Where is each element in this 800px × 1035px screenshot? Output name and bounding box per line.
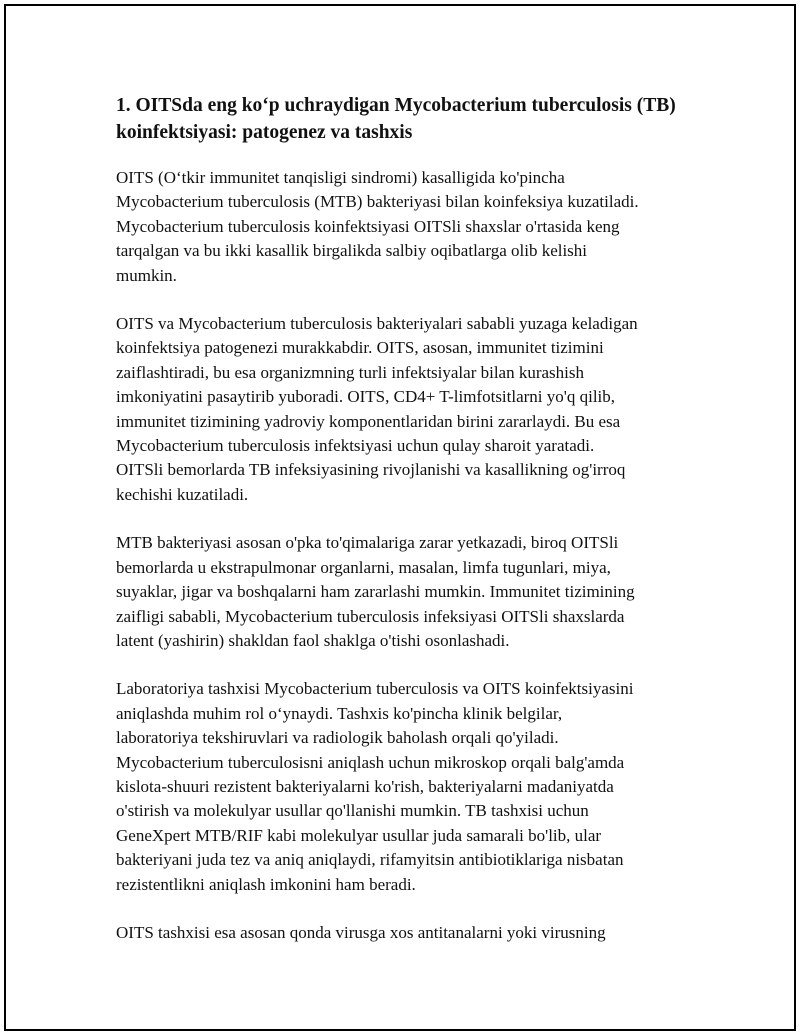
document-heading: 1. OITSda eng ko‘p uchraydigan Mycobacterium tuberculosis (TB) koinfektsiyasi: patogenez va tashxis [116, 95, 676, 143]
paragraph-3: MTB bakteriyasi asosan o'pka to'qimalariga zarar yetkazadi, biroq OITSli bemorlarda u ekstrapulmonar organlarni, masalan, limfa tugunlari, miya, suyaklar, jigar va boshqalarni ham zararlashi mumkin. Immunitet tizimining zaifligi sababli, Mycobacterium tuberculosis infeksiyasi OITSli shaxslarda latent (yashirin) shakldan faol shaklga o'tishi osonlashadi. [116, 533, 635, 650]
paragraph-5: OITS tashxisi esa asosan qonda virusga xos antitanalarni yoki virusning [116, 922, 606, 942]
document-body [116, 92, 696, 969]
paragraph-4: Laboratoriya tashxisi Mycobacterium tuberculosis va OITS koinfektsiyasini aniqlashda muhim rol o‘ynaydi. Tashxis ko'pincha klinik belgilar, laboratoriya tekshiruvlari va radiologik baholash orqali qo'yiladi. Mycobacterium tuberculosisni aniqlash uchun mikroskop orqali balg'amda kislota-shuuri rezistent bakteriyalarni ko'rish, bakteriyalarni madaniyatda o'stirish va molekulyar usullar qo'llanishi mumkin. TB tashxisi uchun GeneXpert MTB/RIF kabi molekulyar usullar juda samarali bo'lib, ular bakteriyani juda tez va aniq aniqlaydi, rifamyitsin antibiotiklariga nisbatan rezistentlikni aniqlash imkonini ham beradi. [116, 679, 634, 894]
paragraph-1: OITS (O‘tkir immunitet tanqisligi sindromi) kasalligida ko'pincha Mycobacterium tuberculosis (MTB) bakteriyasi bilan koinfeksiya kuzatiladi. Mycobacterium tuberculosis koinfektsiyasi OITSli shaxslar o'rtasida keng tarqalgan va bu ikki kasallik birgalikda salbiy oqibatlarga olib kelishi mumkin. [116, 168, 639, 285]
paragraph-2: OITS va Mycobacterium tuberculosis bakteriyalari sababli yuzaga keladigan koinfektsiya patogenezi murakkabdir. OITS, asosan, immunitet tizimini zaiflashtiradi, bu esa organizmning turli infektsiyalar bilan kurashish imkoniyatini pasaytirib yuboradi. OITS, CD4+ T-limfotsitlarni yo'q qilib, immunitet tizimining yadroviy komponentlaridan birini zararlaydi. Bu esa Mycobacterium tuberculosis infektsiyasi uchun qulay sharoit yaratadi. OITSli bemorlarda TB infeksiyasining rivojlanishi va kasallikning og'irroq kechishi kuzatiladi. [116, 314, 638, 504]
